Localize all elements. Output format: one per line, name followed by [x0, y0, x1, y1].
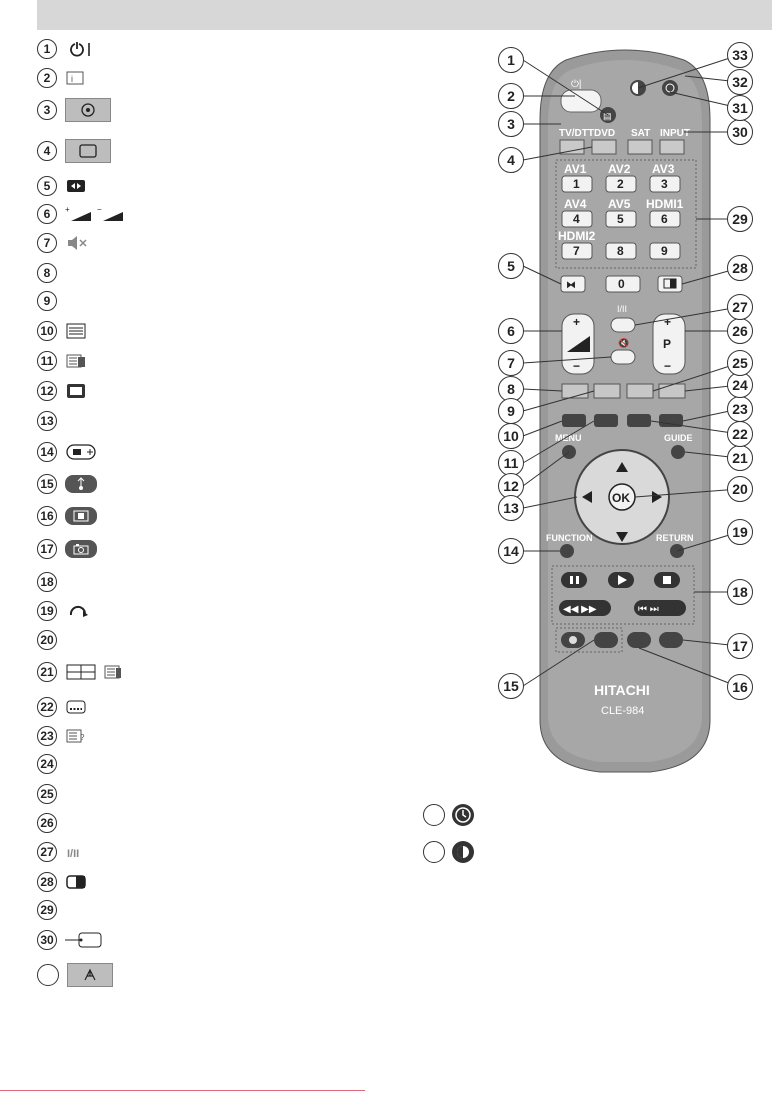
key-number: 7 [573, 244, 580, 258]
legend-item [37, 379, 89, 403]
subtitle-icon [65, 697, 89, 717]
input-icon [65, 930, 105, 950]
legend-number [423, 804, 445, 826]
key-number: 8 [617, 244, 624, 258]
return-label: RETURN [656, 533, 694, 543]
mute-button[interactable] [611, 350, 635, 364]
callout-28: 28 [727, 255, 753, 281]
legend-number: 30 [37, 930, 57, 950]
legend-number: 11 [37, 351, 57, 371]
callout-33: 33 [727, 42, 753, 68]
callout-19: 19 [727, 519, 753, 545]
callout-2: 2 [498, 83, 524, 109]
callout-29: 29 [727, 206, 753, 232]
callout-1: 1 [498, 47, 524, 73]
camera-button[interactable] [659, 632, 683, 648]
key-number: 9 [661, 244, 668, 258]
legend-number: 24 [37, 754, 57, 774]
legend-number: 29 [37, 900, 57, 920]
legend-number: 16 [37, 506, 57, 526]
legend-number: 15 [37, 474, 57, 494]
menu-icon [65, 381, 89, 401]
brand-logo: HITACHI [594, 682, 650, 698]
key-sub-label: AV4 [564, 197, 587, 211]
legend-number: 28 [37, 872, 57, 892]
callout-27: 27 [727, 294, 753, 320]
legend-item [37, 963, 113, 987]
legend-item [37, 660, 129, 684]
callout-8: 8 [498, 376, 524, 402]
sound-button[interactable] [594, 632, 618, 648]
legend-number: 22 [37, 697, 57, 717]
legend-item [37, 409, 57, 433]
callout-7: 7 [498, 350, 524, 376]
legend-number: 21 [37, 662, 57, 682]
callout-6: 6 [498, 318, 524, 344]
bottom-rule [0, 1090, 365, 1091]
svg-text:◀◀ ▶▶: ◀◀ ▶▶ [563, 604, 597, 615]
key-9[interactable] [650, 243, 680, 259]
pause-button[interactable] [561, 572, 587, 588]
green-button[interactable] [594, 384, 620, 398]
guide-label: GUIDE [664, 433, 693, 443]
legend-number: 10 [37, 321, 57, 341]
callout-10: 10 [498, 423, 524, 449]
key-sub-label: AV5 [608, 197, 631, 211]
legend-number: 2 [37, 68, 57, 88]
legend-number: 9 [37, 291, 57, 311]
legend-number: 17 [37, 539, 57, 559]
callout-20: 20 [727, 476, 753, 502]
svg-text:?: ? [80, 733, 85, 742]
callout-13: 13 [498, 495, 524, 521]
dvd-icon [65, 98, 111, 122]
legend-number: 6 [37, 204, 57, 224]
svg-text:+: + [65, 205, 70, 214]
key-sub-label: AV1 [564, 162, 587, 176]
film-button[interactable] [627, 632, 651, 648]
svg-text:I/II: I/II [67, 848, 80, 860]
function-button[interactable] [560, 544, 574, 558]
legend-item [37, 870, 89, 894]
callout-26: 26 [727, 318, 753, 344]
legend-number: 7 [37, 233, 57, 253]
teletext-button[interactable] [562, 414, 586, 427]
sat-label: SAT [631, 128, 651, 139]
legend-item [37, 319, 89, 343]
sound-icon [65, 475, 97, 493]
legend-number: 20 [37, 630, 57, 650]
extra-legend-brightness [423, 840, 475, 864]
callout-16: 16 [727, 674, 753, 700]
key-sub-label: HDMI1 [646, 197, 684, 211]
legend-number: 19 [37, 601, 57, 621]
legend-item [37, 261, 57, 285]
input-button[interactable] [660, 140, 684, 154]
legend-list [0, 0, 300, 1000]
legend-item [37, 599, 93, 623]
legend-item [37, 695, 89, 719]
legend-item [37, 37, 97, 61]
svg-text:⧓: ⧓ [566, 280, 576, 291]
legend-number: 1 [37, 39, 57, 59]
legend-item [37, 202, 129, 226]
legend-number: 27 [37, 842, 57, 862]
callout-22: 22 [727, 421, 753, 447]
legend-number: 14 [37, 442, 57, 462]
svg-text:I/II: I/II [617, 304, 628, 314]
callout-11: 11 [498, 450, 524, 476]
guide-button[interactable] [671, 445, 685, 459]
swap-icon [65, 176, 89, 196]
callout-5: 5 [498, 253, 524, 279]
index-icon [65, 726, 89, 746]
tv-dtt-label: TV/DTT [559, 128, 594, 139]
legend-item [37, 139, 111, 163]
legend-item [37, 570, 57, 594]
legend-number: 3 [37, 100, 57, 120]
legend-item [37, 66, 89, 90]
extra-legend-clock [423, 803, 475, 827]
sat-button[interactable] [628, 140, 652, 154]
svg-text:🔇: 🔇 [618, 338, 630, 348]
legend-item [37, 504, 97, 528]
key-number: 6 [661, 212, 668, 226]
function-label: FUNCTION [546, 533, 593, 543]
power-icon [65, 39, 97, 59]
svg-text:−: − [97, 205, 102, 214]
blue-button[interactable] [659, 384, 685, 398]
callout-25: 25 [727, 350, 753, 376]
mute-icon [65, 233, 89, 253]
svg-text:⏮ ⏭: ⏮ ⏭ [638, 604, 659, 615]
mix-icon [65, 351, 89, 371]
key-sub-label: AV3 [652, 162, 675, 176]
callout-21: 21 [727, 445, 753, 471]
legend-number: 8 [37, 263, 57, 283]
legend-item [37, 811, 57, 835]
legend-number: 18 [37, 572, 57, 592]
legend-number: 12 [37, 381, 57, 401]
legend-item [37, 724, 89, 748]
i-ii-button[interactable] [611, 318, 635, 332]
tv-icon [65, 139, 111, 163]
legend-item [37, 174, 89, 198]
callout-14: 14 [498, 538, 524, 564]
satellite-icon [67, 963, 113, 987]
film-icon [65, 507, 97, 525]
callout-4: 4 [498, 147, 524, 173]
callout-17: 17 [727, 633, 753, 659]
svg-text:+: + [664, 315, 672, 329]
legend-number [423, 841, 445, 863]
i-ii-icon [65, 842, 93, 862]
callout-31: 31 [727, 95, 753, 121]
legend-number [37, 964, 59, 986]
callout-18: 18 [727, 579, 753, 605]
key-number: 3 [661, 177, 668, 191]
callout-32: 32 [727, 69, 753, 95]
key-number: 1 [573, 177, 580, 191]
power-button[interactable] [561, 90, 601, 112]
legend-number: 23 [37, 726, 57, 746]
legend-item [37, 472, 97, 496]
subtitle-button[interactable] [627, 414, 651, 427]
legend-number: 4 [37, 141, 57, 161]
key-number: 2 [617, 177, 624, 191]
legend-item [37, 98, 111, 122]
legend-item [37, 752, 57, 776]
legend-item [37, 289, 57, 313]
key-8[interactable] [606, 243, 636, 259]
model-label: CLE-984 [601, 705, 645, 717]
key-number: 5 [617, 212, 624, 226]
callout-12: 12 [498, 473, 524, 499]
svg-text:▤: ▤ [603, 111, 612, 121]
svg-text:−: − [664, 359, 672, 373]
info-icon [65, 68, 89, 88]
callout-3: 3 [498, 111, 524, 137]
function-icon [65, 442, 97, 462]
callout-15: 15 [498, 673, 524, 699]
svg-text:⏻|: ⏻| [571, 79, 582, 90]
key-7[interactable] [558, 229, 596, 259]
legend-item [37, 349, 89, 373]
brightness-icon [451, 840, 475, 864]
legend-item [37, 628, 57, 652]
legend-item [37, 898, 57, 922]
pip-icon [65, 872, 89, 892]
callout-9: 9 [498, 398, 524, 424]
dvd-button[interactable] [592, 140, 616, 154]
legend-item [37, 440, 97, 464]
svg-text:−: − [573, 359, 581, 373]
key-sub-label: AV2 [608, 162, 631, 176]
camera-icon [65, 540, 97, 558]
legend-number: 5 [37, 176, 57, 196]
yellow-button[interactable] [627, 384, 653, 398]
svg-text:+: + [573, 315, 581, 329]
menu-label: MENU [555, 433, 582, 443]
callout-23: 23 [727, 396, 753, 422]
svg-text:0: 0 [618, 277, 625, 291]
svg-text:OK: OK [612, 491, 630, 505]
legend-item [37, 537, 97, 561]
callout-30: 30 [727, 119, 753, 145]
legend-number: 26 [37, 813, 57, 833]
legend-item [37, 782, 57, 806]
key-number: 4 [573, 212, 580, 226]
volume-icon [65, 204, 129, 224]
dvd-label: DVD [594, 128, 616, 139]
callout-24: 24 [727, 372, 753, 398]
legend-item [37, 231, 89, 255]
mix-button[interactable] [594, 414, 618, 427]
teletext-icon [65, 321, 89, 341]
legend-item [37, 928, 105, 952]
key-sub-label: HDMI2 [558, 229, 596, 243]
svg-text:P: P [663, 337, 672, 351]
legend-item [37, 840, 93, 864]
legend-number: 13 [37, 411, 57, 431]
return-icon [65, 601, 93, 621]
svg-text:i: i [71, 74, 73, 84]
input-label: INPUT [660, 128, 690, 139]
key-6[interactable] [646, 197, 684, 227]
legend-number: 25 [37, 784, 57, 804]
guide-icon [65, 662, 129, 682]
clock-icon [451, 803, 475, 827]
